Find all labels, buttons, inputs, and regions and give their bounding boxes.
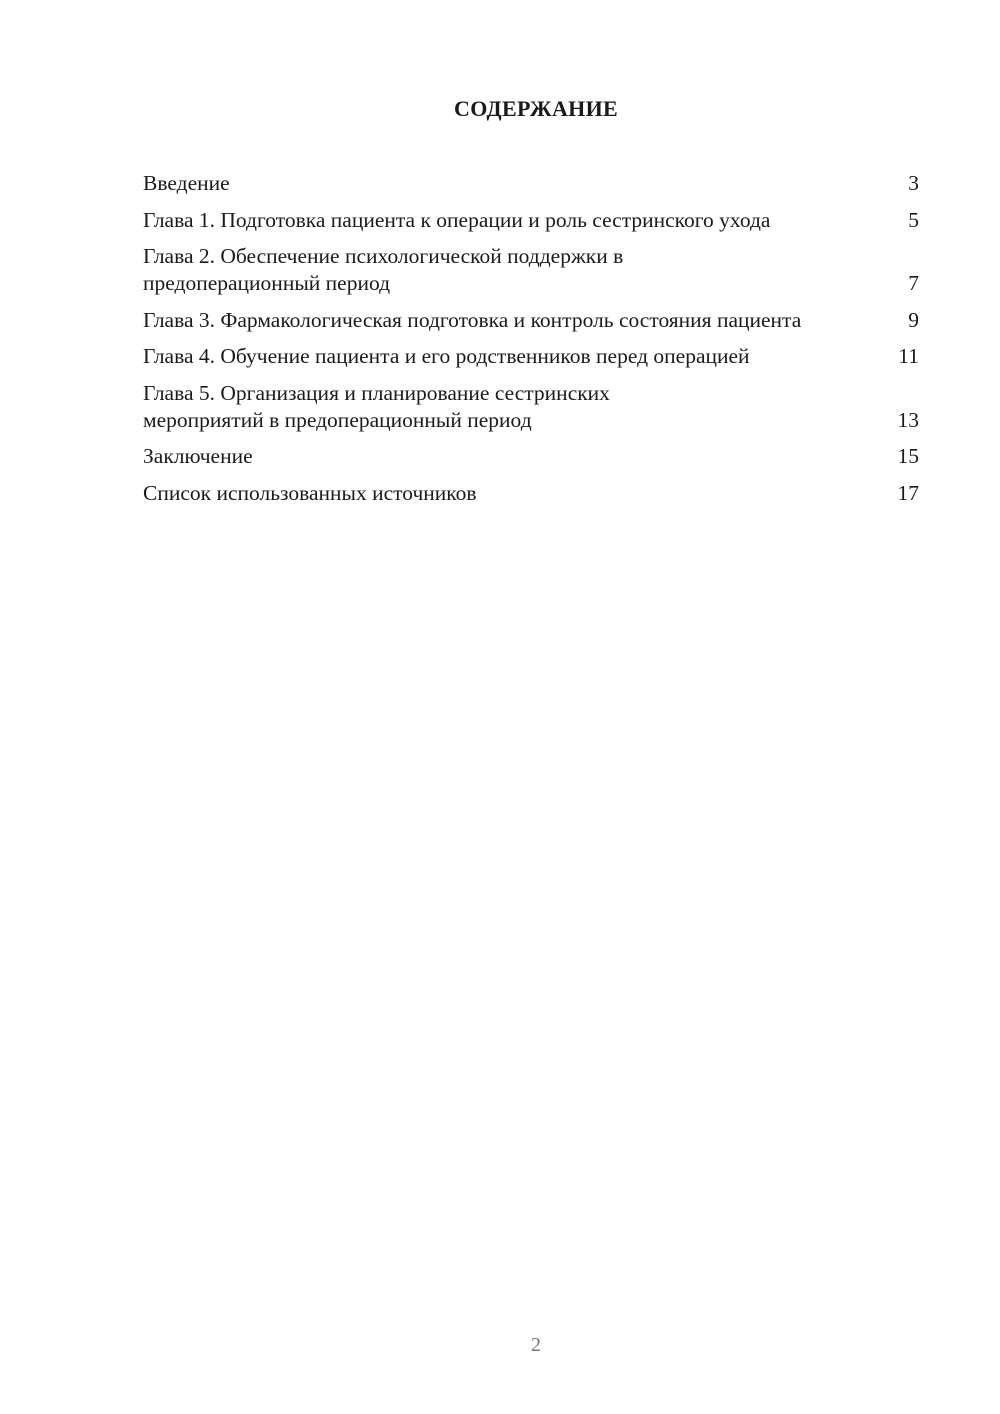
toc-entry-text: Введение — [143, 171, 230, 195]
toc-entry-page: 9 — [908, 307, 919, 332]
toc-entry-text: Глава 4. Обучение пациента и его родственников перед операцией — [143, 344, 750, 368]
toc-entry-text: Глава 2. Обеспечение психологической поддержки в предоперационный период — [143, 244, 624, 295]
toc-entry-text: Глава 3. Фармакологическая подготовка и контроль состояния пациента — [143, 307, 802, 332]
toc-entry-page: 7 — [908, 271, 919, 295]
toc-entry-text: Заключение — [143, 444, 253, 468]
toc-entry-chapter-1[interactable] — [143, 207, 919, 234]
page-title: СОДЕРЖАНИЕ — [454, 96, 618, 121]
toc-entry-text: Список использованных источников — [143, 480, 477, 505]
toc-entry-page: 5 — [908, 207, 919, 232]
toc-entry-conclusion[interactable] — [143, 443, 919, 470]
toc-entry-chapter-3[interactable] — [143, 307, 919, 334]
toc-entry-page: 13 — [897, 407, 919, 432]
toc-entry-page: 17 — [897, 480, 919, 505]
toc-entry-text: Глава 1. Подготовка пациента к операции и роль сестринского ухода — [143, 207, 771, 232]
toc-entry-page: 11 — [898, 344, 919, 368]
toc-entry-page: 15 — [897, 444, 919, 468]
toc-entry-references[interactable] — [143, 480, 919, 507]
toc-entry-chapter-2[interactable] — [143, 243, 919, 297]
toc-entry-introduction[interactable] — [143, 170, 919, 197]
toc-entry-page: 3 — [908, 171, 919, 195]
page-number: 2 — [531, 1334, 541, 1356]
table-of-contents — [143, 170, 919, 516]
toc-entry-text: Глава 5. Организация и планирование сестринских мероприятий в предоперационный период — [143, 380, 610, 432]
toc-entry-chapter-5[interactable] — [143, 380, 919, 434]
toc-entry-chapter-4[interactable] — [143, 343, 919, 370]
